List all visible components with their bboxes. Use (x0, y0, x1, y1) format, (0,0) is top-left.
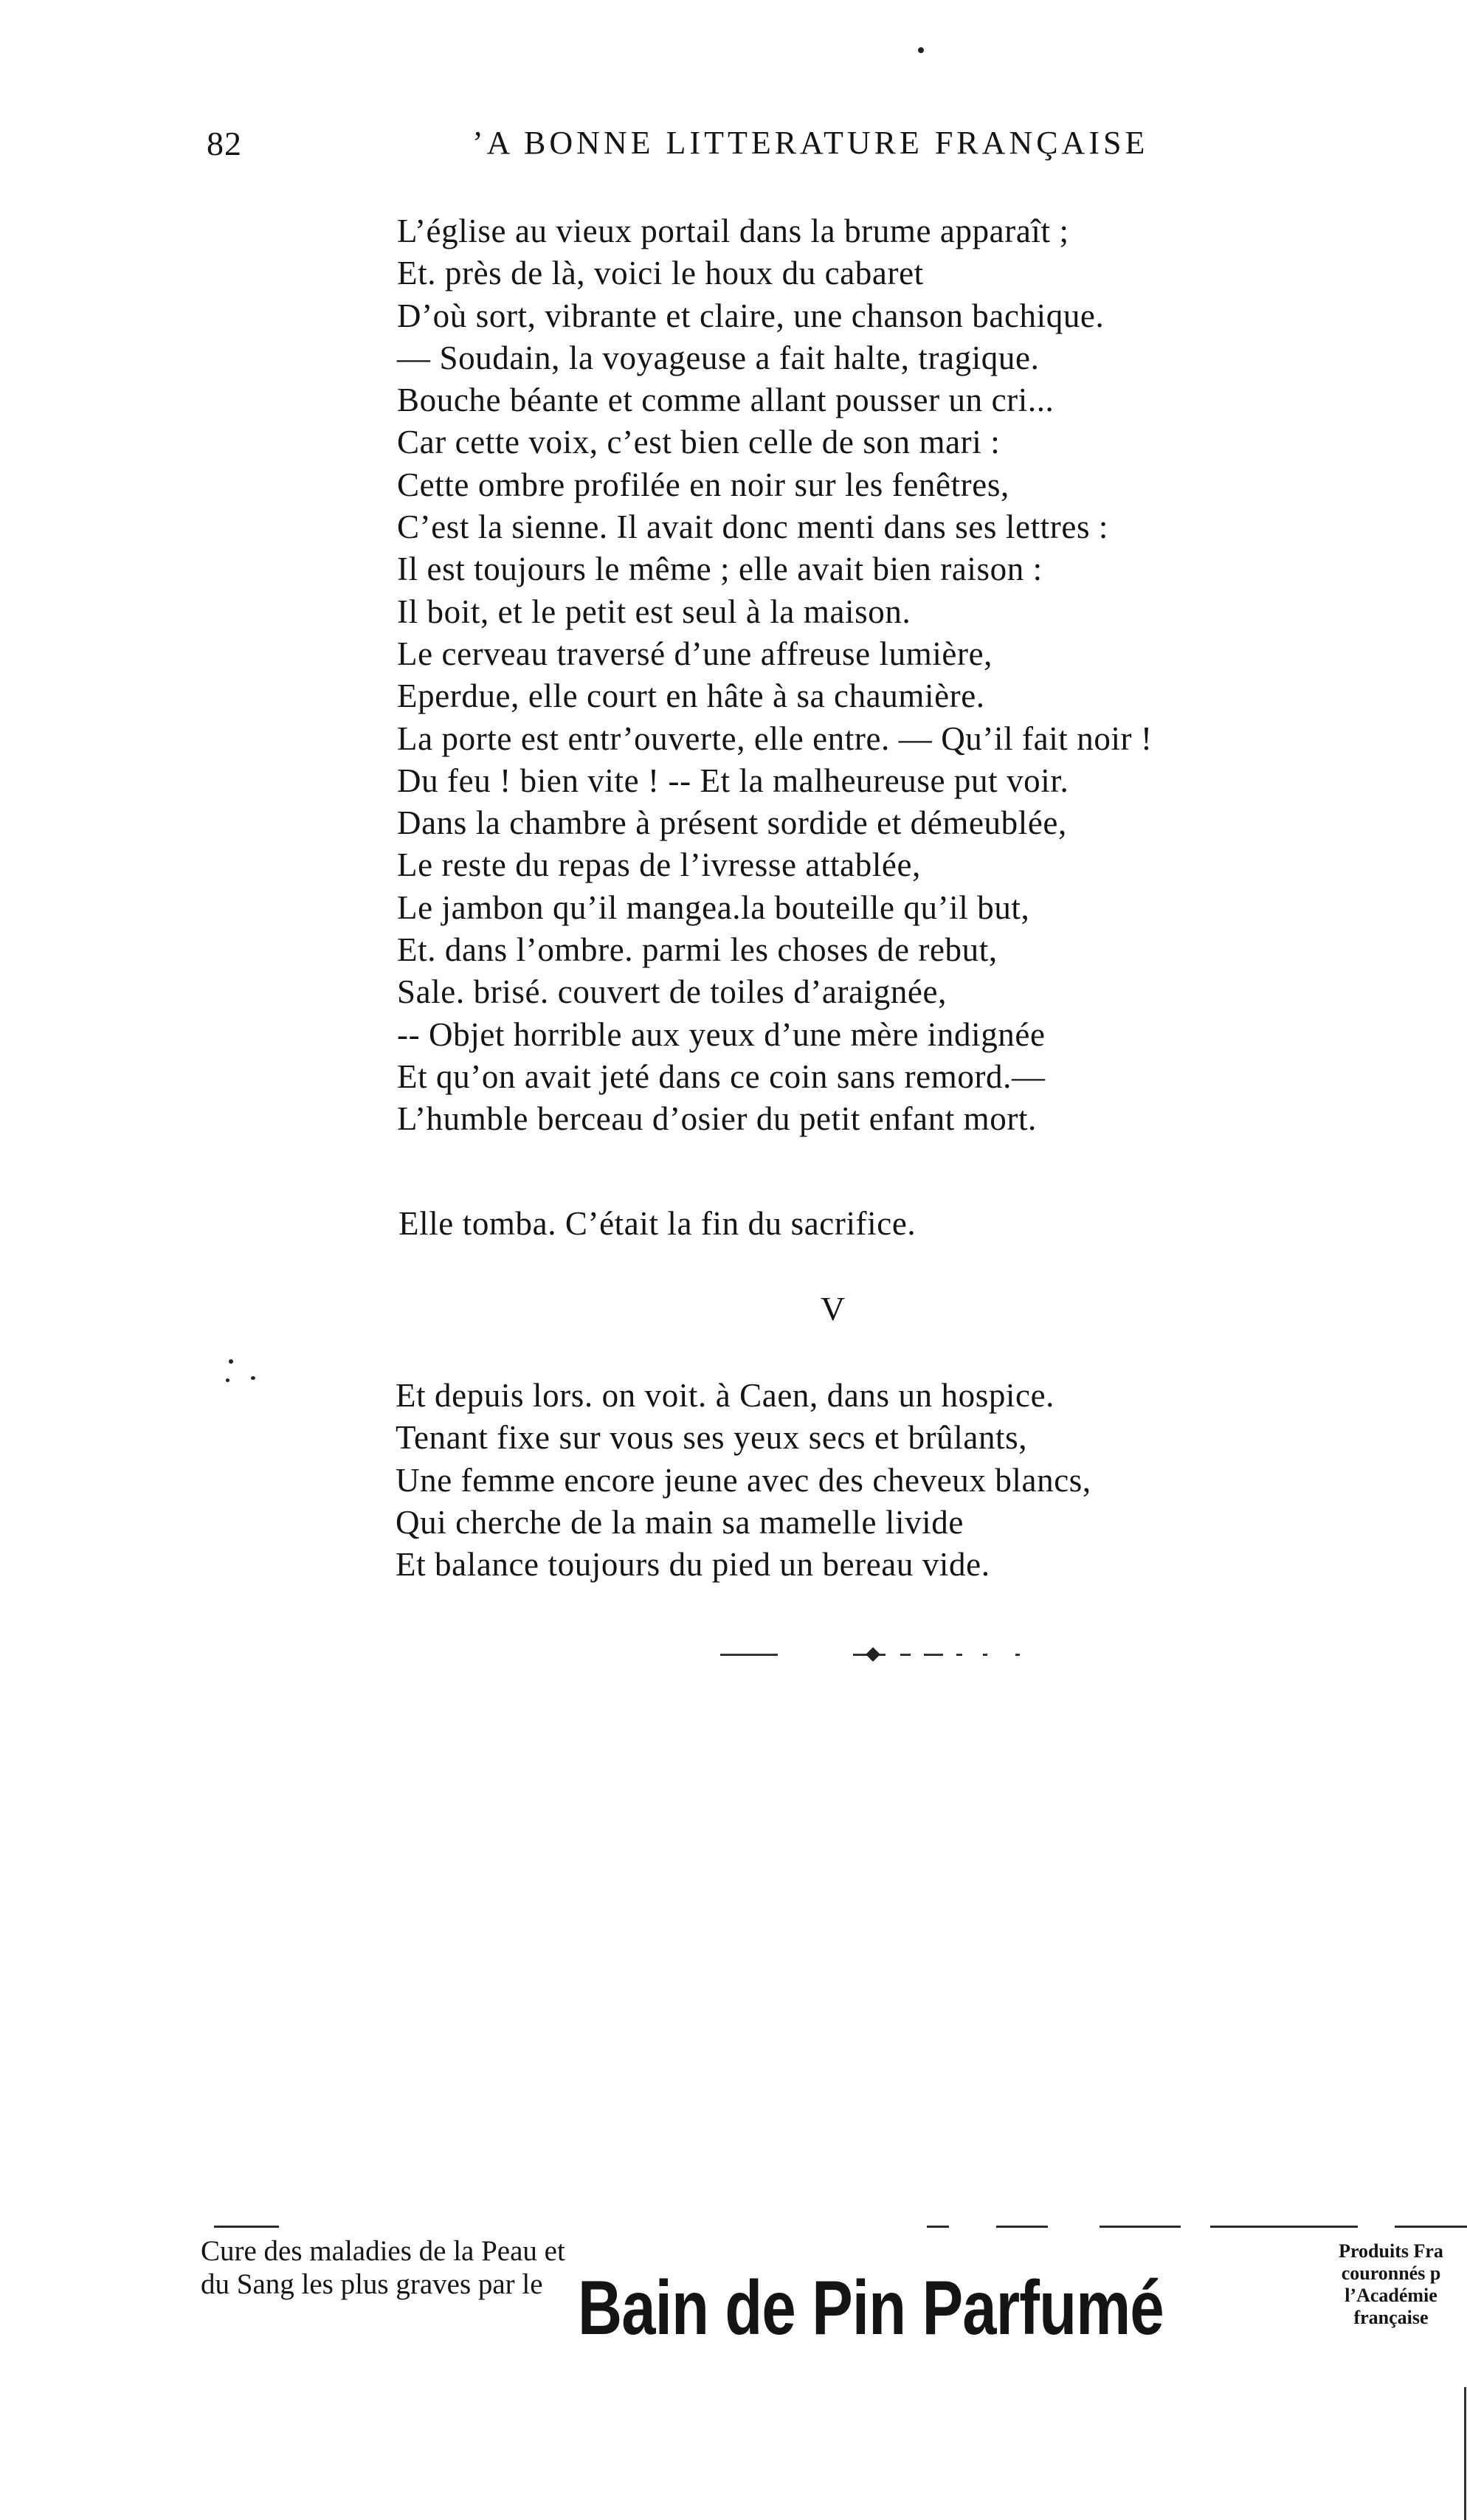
ad-rule (1100, 2226, 1181, 2228)
poem-line: Tenant fixe sur vous ses yeux secs et brûlants, (396, 1419, 1028, 1457)
poem-line: Le cerveau traversé d’une affreuse lumière, (397, 635, 993, 672)
poem-line: Cette ombre profilée en noir sur les fenêtres, (397, 466, 1009, 503)
end-ornament (720, 1647, 1045, 1662)
closing-line: Elle tomba. C’était la fin du sacrifice. (398, 1205, 917, 1242)
poem-line: Qui cherche de la main sa mamelle livide (396, 1503, 964, 1541)
scan-speck (251, 1376, 255, 1380)
poem-line: Sale. brisé. couvert de toiles d’araignée, (397, 973, 947, 1011)
poem-stanza-2 (396, 1375, 1443, 1586)
ornament-dash (924, 1654, 943, 1656)
scan-speck (229, 1359, 233, 1364)
ornament-dash (1015, 1654, 1020, 1656)
page-header (207, 124, 1254, 176)
ad-left-text: Cure des maladies de la Peau et du Sang les plus graves par le (201, 2235, 565, 2300)
poem-line: -- Objet horrible aux yeux d’une mère indignée (397, 1015, 1046, 1053)
poem-line: Une femme encore jeune avec des cheveux blancs, (396, 1461, 1091, 1499)
poem-line: Il est toujours le même ; elle avait bien raison : (397, 550, 1043, 588)
ornament-diamond (866, 1647, 880, 1662)
poem-line: Et. dans l’ombre. parmi les choses de rebut, (397, 931, 998, 969)
poem-line: Le jambon qu’il mangea.la bouteille qu’il but, (397, 888, 1030, 926)
ornament-dash (720, 1654, 778, 1656)
ad-rule (927, 2226, 949, 2228)
section-number: V (821, 1290, 846, 1328)
poem-line: Bouche béante et comme allant pousser un cri... (397, 382, 1054, 419)
ad-rule (1210, 2226, 1358, 2228)
ad-rule (1395, 2226, 1467, 2228)
poem-line: — Soudain, la voyageuse a fait halte, tragique. (397, 339, 1040, 376)
scan-edge-line (1464, 2387, 1466, 2520)
poem-line: L’église au vieux portail dans la brume apparaît ; (397, 213, 1069, 249)
poem-line: D’où sort, vibrante et claire, une chanson bachique. (397, 297, 1105, 334)
poem-line: Car cette voix, c’est bien celle de son mari : (397, 424, 1001, 461)
ornament-dash (983, 1654, 987, 1656)
ad-right-text: Produits Fra couronnés p l’Académie française (1339, 2240, 1443, 2328)
poem-line: Eperdue, elle court en hâte à sa chaumière. (397, 677, 985, 715)
scan-speck (918, 47, 924, 53)
running-title: ’A BONNE LITTERATURE FRANÇAISE (472, 125, 1149, 161)
poem-line: Dans la chambre à présent sordide et démeublée, (397, 804, 1067, 842)
poem-line: La porte est entr’ouverte, elle entre. — Qu’il fait noir ! (397, 719, 1153, 757)
ornament-dash (956, 1654, 962, 1656)
scan-speck (226, 1378, 229, 1382)
poem-line: Et qu’on avait jeté dans ce coin sans remord.— (397, 1057, 1046, 1095)
poem-line: C’est la sienne. Il avait donc menti dans ses lettres : (397, 508, 1109, 546)
poem-line: Du feu ! bien vite ! -- Et la malheureuse put voir. (397, 762, 1069, 799)
poem-line: Et. près de là, voici le houx du cabaret (397, 255, 924, 292)
ornament-dash (900, 1654, 911, 1656)
poem-line: Et depuis lors. on voit. à Caen, dans un hospice. (396, 1377, 1055, 1414)
ad-title: Bain de Pin Parfumé (578, 2265, 1164, 2351)
poem-line: Et balance toujours du pied un bereau vide. (396, 1546, 990, 1584)
poem-stanza-1 (397, 210, 1445, 1141)
ad-rule (214, 2226, 279, 2228)
poem-line: L’humble berceau d’osier du petit enfant mort. (397, 1100, 1037, 1138)
page-number: 82 (207, 125, 242, 162)
poem-line: Le reste du repas de l’ivresse attablée, (397, 846, 921, 884)
ad-rule (996, 2226, 1048, 2228)
poem-line: Il boit, et le petit est seul à la maison. (397, 593, 911, 630)
